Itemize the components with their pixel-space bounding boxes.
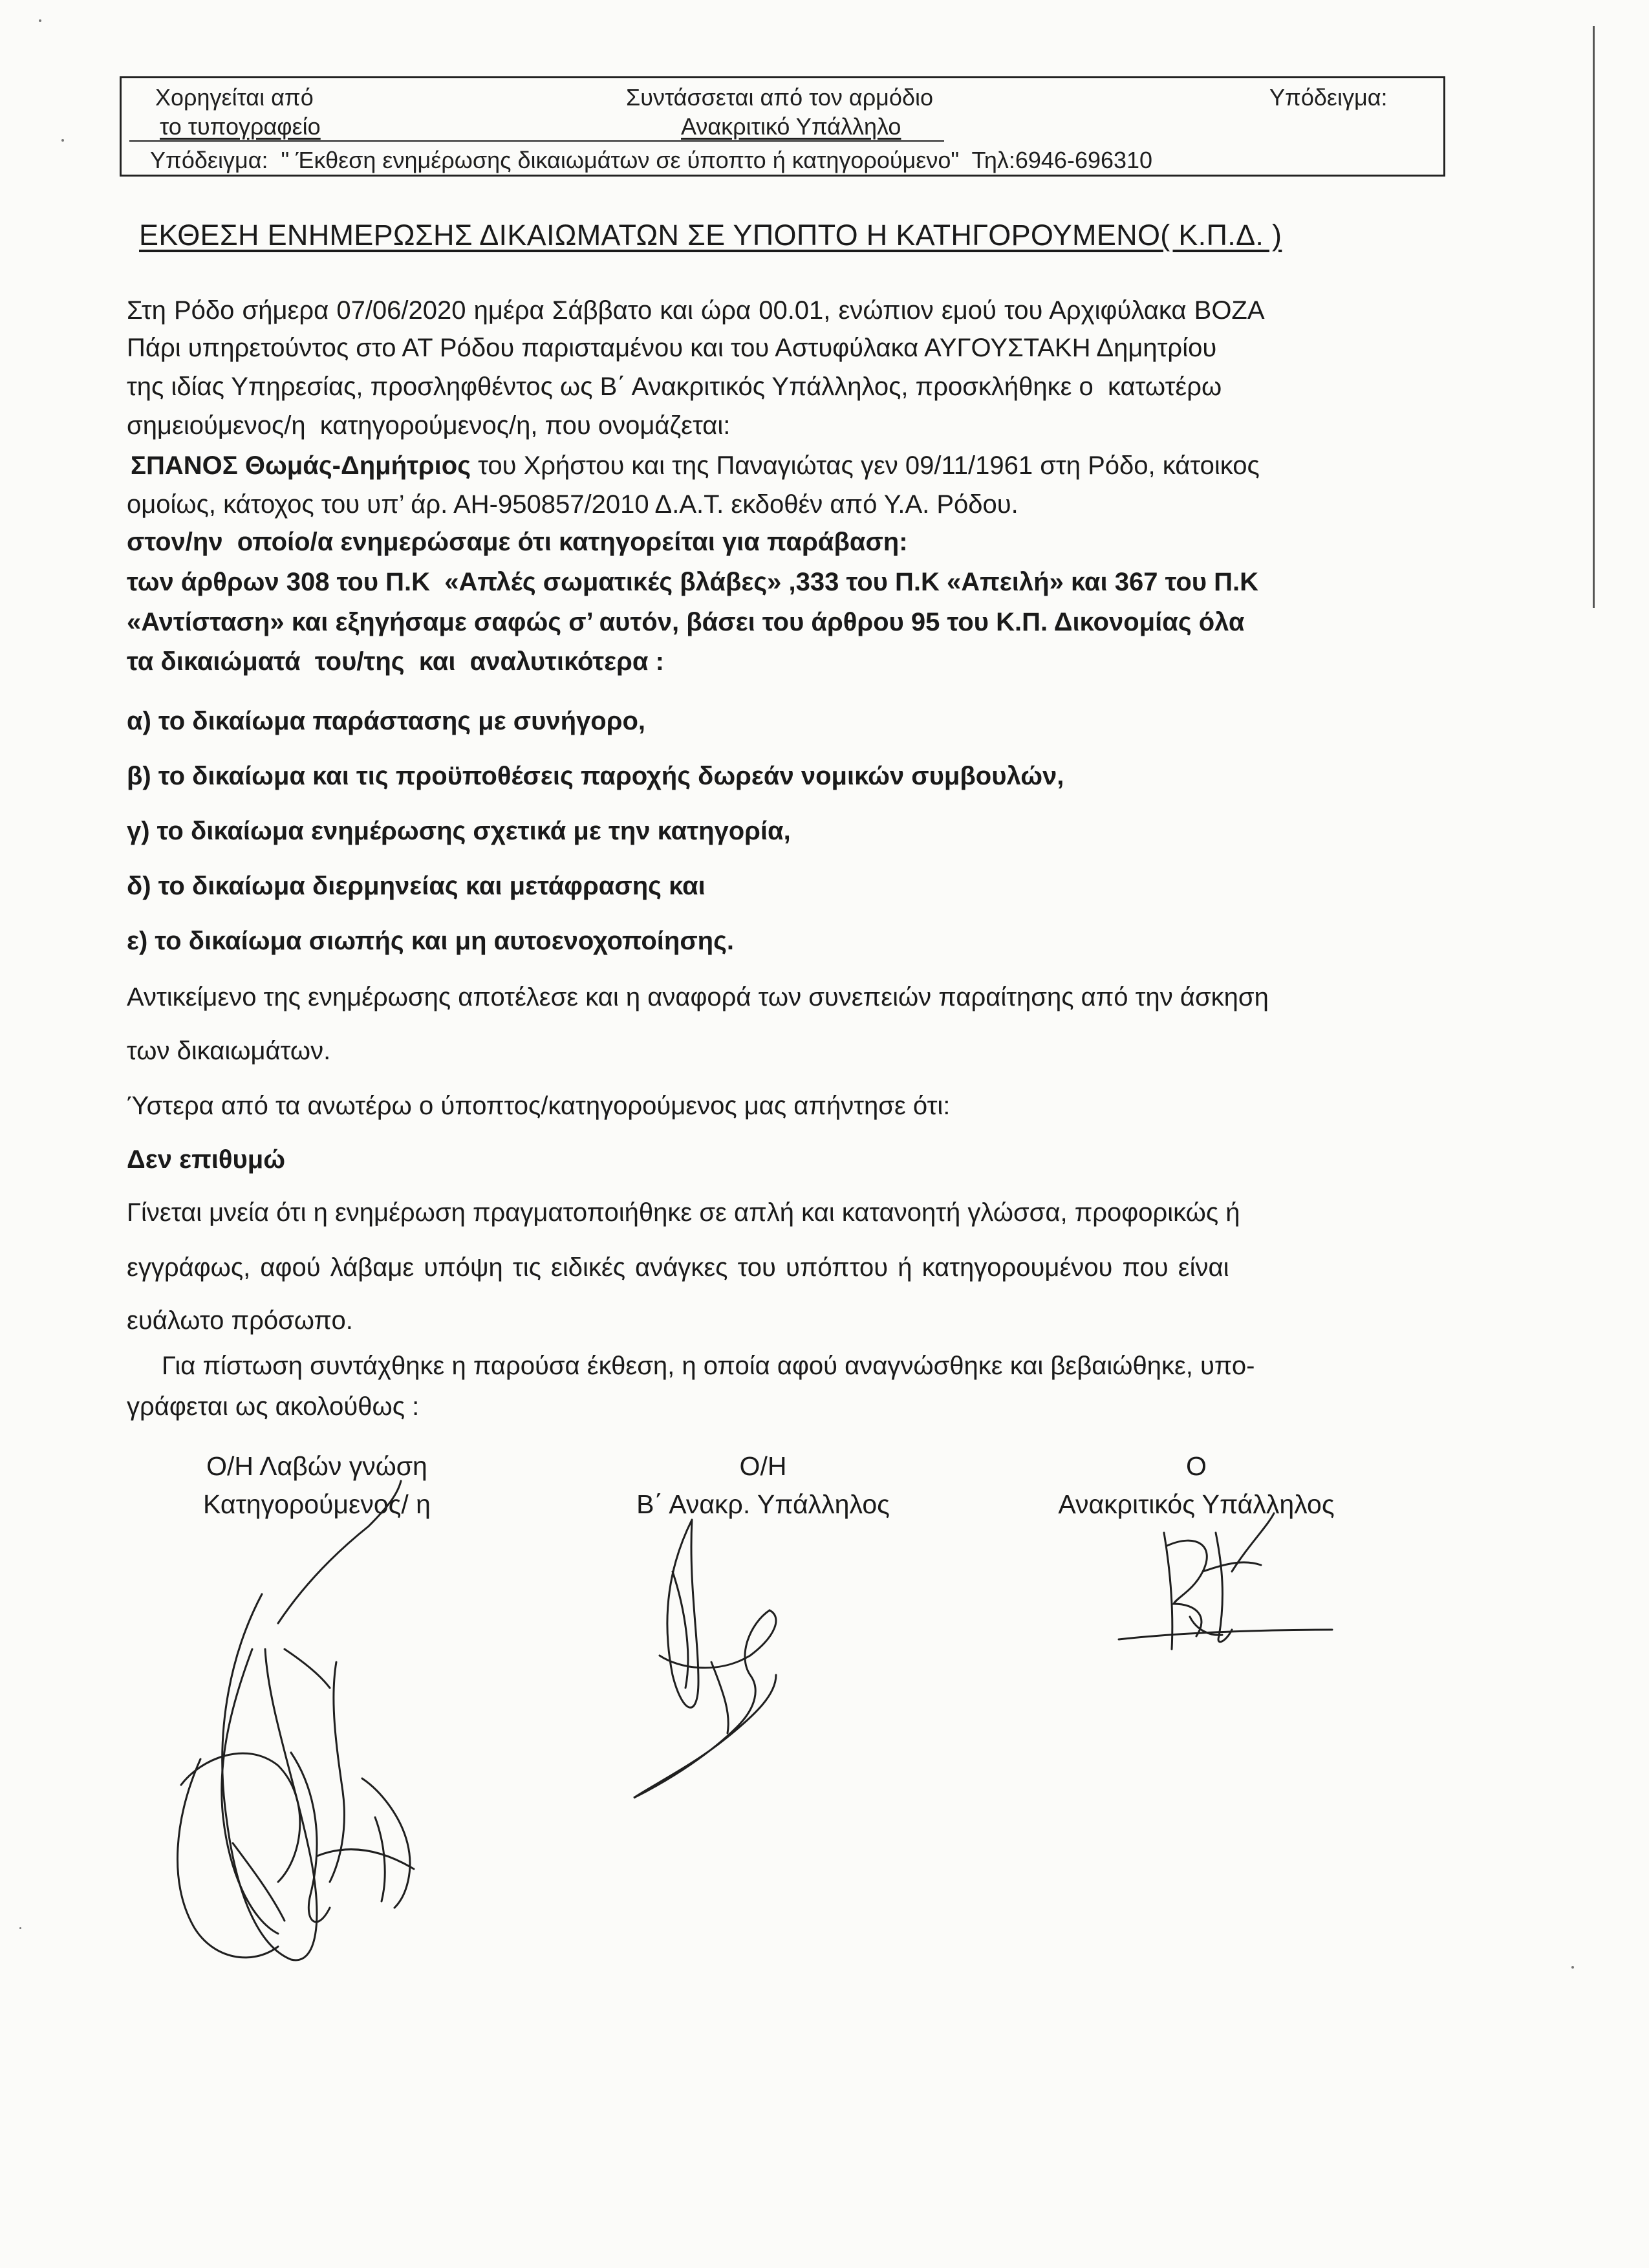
signature-second-officer [621, 1507, 834, 1811]
mention-line: εγγράφως, αφού λάβαμε υπόψη τις ειδικές ανάγκες του υπόπτου ή κατηγορουμένου που είναι [127, 1253, 1229, 1282]
suspect-answer: Δεν επιθυμώ [127, 1145, 285, 1174]
scan-speck [61, 139, 64, 142]
header-divider [129, 140, 944, 142]
right-item-e: ε) το δικαίωμα σιωπής και μη αυτοενοχοποίησης. [127, 927, 735, 955]
person-id-line: ομοίως, κάτοχος του υπ’ άρ. ΑΗ-950857/2010 Δ.Α.Τ. εκδοθέν από Υ.Α. Ρόδου. [127, 490, 1018, 519]
charges-line: «Αντίσταση» και εξηγήσαμε σαφώς σ’ αυτόν, βάσει του άρθρου 95 του Κ.Π. Δικονομίας όλα [127, 608, 1245, 636]
consequences-line: Αντικείμενο της ενημέρωσης αποτέλεσε και η αναφορά των συνεπειών παραίτησης από την άσκηση [127, 983, 1269, 1011]
intro-line: σημειούμενος/η κατηγορούμενος/η, που ονομάζεται: [127, 411, 731, 440]
header-col2-line1: Συντάσσεται από τον αρμόδιο [626, 84, 933, 111]
closing-line: γράφεται ως ακολούθως : [127, 1392, 420, 1421]
scan-speck [19, 1927, 21, 1929]
signatory-accused-title: Κατηγορούμενος/ η [203, 1489, 431, 1520]
right-item-c: γ) το δικαίωμα ενημέρωσης σχετικά με την κατηγορία, [127, 817, 791, 845]
signatory-second-officer-title: Β΄ Ανακρ. Υπάλληλος [636, 1489, 890, 1520]
person-name: ΣΠΑΝΟΣ Θωμάς-Δημήτριος [131, 451, 471, 480]
signatory-investigator-role: Ο [1186, 1451, 1207, 1481]
scan-edge-line [1593, 26, 1595, 608]
closing-line: Για πίστωση συντάχθηκε η παρούσα έκθεση, η οποία αφού αναγνώσθηκε και βεβαιώθηκε, υπο- [162, 1352, 1255, 1380]
charges-line: των άρθρων 308 του Π.Κ «Απλές σωματικές βλάβες» ,333 του Π.Κ «Απειλή» και 367 του Π.Κ [127, 568, 1259, 596]
signatory-accused-role: Ο/Η Λαβών γνώση [206, 1451, 427, 1481]
header-bottom-line: Υπόδειγμα: " Έκθεση ενημέρωσης δικαιωμάτων σε ύποπτο ή κατηγορούμενο" Τηλ:6946-696310 [150, 147, 1153, 173]
header-col2-line2: Ανακριτικό Υπάλληλο [681, 113, 901, 140]
header-col1-line1: Χορηγείται από [155, 84, 314, 111]
scan-speck [1571, 1966, 1574, 1969]
consequences-line: των δικαιωμάτων. [127, 1037, 331, 1065]
intro-line: Πάρι υπηρετούντος στο ΑΤ Ρόδου παρισταμένου και του Αστυφύλακα ΑΥΓΟΥΣΤΑΚΗ Δημητρίου [127, 334, 1217, 362]
reply-line: Ύστερα από τα ανωτέρω ο ύποπτος/κατηγορούμενος μας απήντησε ότι: [127, 1092, 951, 1120]
charges-intro: στον/ην οποίο/α ενημερώσαμε ότι κατηγορείται για παράβαση: [127, 528, 908, 556]
signature-accused [155, 1455, 453, 2037]
right-item-b: β) το δικαίωμα και τις προϋποθέσεις παροχής δωρεάν νομικών συμβουλών, [127, 762, 1064, 790]
signature-investigator [1112, 1507, 1345, 1669]
signatory-second-officer-role: Ο/Η [739, 1451, 787, 1481]
intro-line: της ιδίας Υπηρεσίας, προσληφθέντος ως Β΄ Ανακριτικός Υπάλληλος, προσκλήθηκε ο κατωτέρω [127, 373, 1222, 401]
intro-line: Στη Ρόδο σήμερα 07/06/2020 ημέρα Σάββατο και ώρα 00.01, ενώπιον εμού του Αρχιφύλακα ΒΟΖΑ [127, 296, 1265, 325]
right-item-a: α) το δικαίωμα παράστασης με συνήγορο, [127, 707, 646, 735]
mention-line: ευάλωτο πρόσωπο. [127, 1306, 353, 1335]
document-title: ΕΚΘΕΣΗ ΕΝΗΜΕΡΩΣΗΣ ΔΙΚΑΙΩΜΑΤΩΝ ΣΕ ΥΠΟΠΤΟ Η ΚΑΤΗΓΟΡΟΥΜΕΝΟ( Κ.Π.Δ. ) [139, 219, 1282, 252]
mention-line: Γίνεται μνεία ότι η ενημέρωση πραγματοποιήθηκε σε απλή και κατανοητή γλώσσα, προφορικώς ή [127, 1198, 1240, 1227]
right-item-d: δ) το δικαίωμα διερμηνείας και μετάφρασης και [127, 872, 706, 900]
person-line [131, 453, 1260, 479]
header-col3: Υπόδειγμα: [1269, 84, 1388, 111]
header-col1-line2: το τυπογραφείο [160, 113, 321, 140]
scan-speck [39, 19, 41, 22]
person-details: του Χρήστου και της Παναγιώτας γεν 09/11/1961 στη Ρόδο, κάτοικος [471, 451, 1260, 480]
signatory-investigator-title: Ανακριτικός Υπάλληλος [1058, 1489, 1335, 1520]
charges-line: τα δικαιώματά του/της και αναλυτικότερα : [127, 647, 664, 676]
